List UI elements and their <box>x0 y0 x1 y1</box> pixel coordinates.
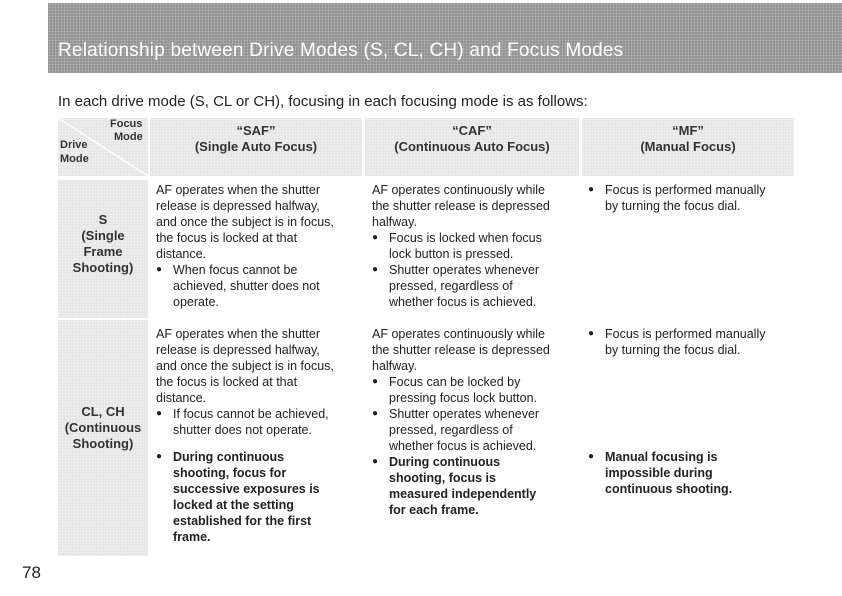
bullet-item-bold <box>156 449 364 545</box>
cell-line: release is depressed halfway, <box>156 199 320 213</box>
bullet-item <box>588 182 798 214</box>
bullet-item-bold <box>588 449 798 497</box>
bullet-item <box>372 230 582 262</box>
cell-line: AF operates continuously while <box>372 183 546 197</box>
cell-line: release is depressed halfway, <box>156 343 320 357</box>
cell-line: halfway. <box>372 215 417 229</box>
cell-line: ● Focus is performed manually <box>605 183 766 197</box>
cell-line: the shutter release is depressed <box>372 343 550 357</box>
cell-cl-caf <box>372 326 582 518</box>
cell-line: ● During continuous <box>173 450 285 464</box>
cell-line: ● Focus is locked when focus <box>389 231 542 245</box>
cell-line: AF operates when the shutter <box>156 183 320 197</box>
bullet-item <box>156 406 364 438</box>
row-cl-line: (Continuous <box>64 420 142 435</box>
cell-s-mf <box>588 182 798 214</box>
cell-line: ● If focus cannot be achieved, <box>173 407 329 421</box>
header-saf-code: “SAF” <box>236 123 276 138</box>
row-label-s <box>58 180 148 318</box>
bullet-item <box>372 374 582 406</box>
cell-line: shutter does not operate. <box>173 423 312 437</box>
row-s-line: Frame <box>83 244 123 259</box>
cell-line: for each frame. <box>389 503 479 517</box>
cell-s-saf <box>156 182 364 310</box>
corner-focus-label: Focus <box>110 118 143 130</box>
corner-mode-label-top: Mode <box>114 131 143 143</box>
cell-line: the focus is locked at that <box>156 231 298 245</box>
row-cl-line: Shooting) <box>72 436 134 451</box>
bullet-item <box>372 262 582 310</box>
cell-line: lock button is pressed. <box>389 247 514 261</box>
cell-line: ● Focus can be locked by <box>389 375 521 389</box>
bullet-item <box>588 326 798 358</box>
header-mf <box>582 118 794 176</box>
cell-line: ● Focus is performed manually <box>605 327 766 341</box>
corner-mode-label-bottom: Mode <box>60 153 89 165</box>
cell-line: shooting, focus is <box>389 471 496 485</box>
table-corner-cell <box>58 118 148 176</box>
bullet-item-bold <box>372 454 582 518</box>
page-title: Relationship between Drive Modes (S, CL, CH) and Focus Modes <box>58 40 624 61</box>
row-cl-line: CL, CH <box>81 404 125 419</box>
header-caf <box>365 118 579 176</box>
cell-line: established for the first <box>173 514 312 528</box>
cell-line: distance. <box>156 247 207 261</box>
cell-line: ● Shutter operates whenever <box>389 263 540 277</box>
cell-line: ● Manual focusing is <box>605 450 718 464</box>
cell-line: and once the subject is in focus, <box>156 359 334 373</box>
cell-line: measured independently <box>389 487 537 501</box>
title-banner <box>48 3 842 73</box>
corner-drive-label: Drive <box>60 139 88 151</box>
cell-line: pressing focus lock button. <box>389 391 537 405</box>
cell-line: successive exposures is <box>173 482 320 496</box>
cell-line: shooting, focus for <box>173 466 287 480</box>
header-caf-name: (Continuous Auto Focus) <box>394 139 550 154</box>
header-saf <box>150 118 362 176</box>
cell-line: achieved, shutter does not <box>173 279 320 293</box>
intro-text: In each drive mode (S, CL or CH), focusing in each focusing mode is as follows: <box>58 93 588 110</box>
cell-line: AF operates when the shutter <box>156 327 320 341</box>
header-mf-name: (Manual Focus) <box>640 139 736 154</box>
header-mf-code: “MF” <box>672 123 704 138</box>
cell-line: continuous shooting. <box>605 482 733 496</box>
cell-line: AF operates continuously while <box>372 327 546 341</box>
cell-line: distance. <box>156 391 207 405</box>
cell-line: whether focus is achieved. <box>389 439 537 453</box>
bullet-item <box>372 406 582 454</box>
row-label-cl-ch <box>58 320 148 556</box>
cell-line: ● When focus cannot be <box>173 263 298 277</box>
cell-line: halfway. <box>372 359 417 373</box>
cell-line: the focus is locked at that <box>156 375 298 389</box>
cell-line: by turning the focus dial. <box>605 343 741 357</box>
row-s-line: (Single <box>81 228 125 243</box>
cell-line: ● During continuous <box>389 455 501 469</box>
header-caf-code: “CAF” <box>452 123 492 138</box>
page-number: 78 <box>22 563 41 582</box>
cell-line: pressed, regardless of <box>389 423 513 437</box>
cell-line: impossible during <box>605 466 713 480</box>
header-saf-name: (Single Auto Focus) <box>194 139 318 154</box>
cell-line: pressed, regardless of <box>389 279 513 293</box>
cell-line: by turning the focus dial. <box>605 199 741 213</box>
cell-s-caf <box>372 182 582 310</box>
cell-line: frame. <box>173 530 211 544</box>
cell-line: ● Shutter operates whenever <box>389 407 540 421</box>
cell-line: the shutter release is depressed <box>372 199 550 213</box>
bullet-item <box>156 262 364 310</box>
row-s-line: S <box>98 212 108 227</box>
cell-line: operate. <box>173 295 219 309</box>
cell-line: and once the subject is in focus, <box>156 215 334 229</box>
cell-cl-saf <box>156 326 364 545</box>
cell-line: whether focus is achieved. <box>389 295 537 309</box>
cell-line: locked at the setting <box>173 498 294 512</box>
row-s-line: Shooting) <box>72 260 134 275</box>
cell-cl-mf <box>588 326 798 497</box>
